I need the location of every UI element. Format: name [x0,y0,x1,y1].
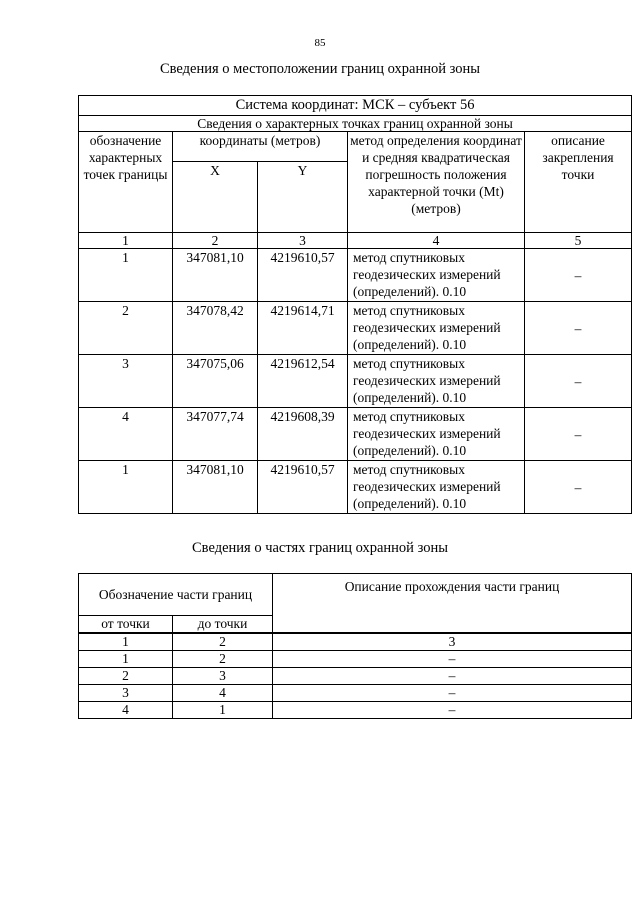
col-number: 3 [258,233,348,249]
desc-cell: – [525,355,632,408]
to-cell: 4 [173,685,273,702]
to-cell: 1 [173,702,273,719]
col-header-x: X [173,162,258,233]
col-header-point: обозначение характерных точек границы [79,132,173,233]
col-header-method: метод определения координат и средняя квадратическая погрешность положения характерной точки (Mt) (метров) [348,132,525,233]
desc-cell: – [525,302,632,355]
table-row [79,408,632,461]
col-number: 1 [79,233,173,249]
method-cell: метод спутниковых геодезических измерений (определений). 0.10 [348,249,525,302]
table-row [79,302,632,355]
desc-cell: – [525,249,632,302]
col-header-coords: координаты (метров) [173,132,348,162]
y-cell: 4219608,39 [258,408,348,461]
col-number: 1 [79,633,173,651]
x-cell: 347081,10 [173,249,258,302]
x-cell: 347075,06 [173,355,258,408]
col-header-from: от точки [79,616,173,634]
col-number: 5 [525,233,632,249]
to-cell: 3 [173,668,273,685]
point-cell: 2 [79,302,173,355]
y-cell: 4219612,54 [258,355,348,408]
desc-cell: – [273,651,632,668]
table-row [79,702,632,719]
col-header-desc: описание закрепления точки [525,132,632,233]
boundary-parts-table [78,573,632,719]
table-row [79,461,632,514]
method-cell: метод спутниковых геодезических измерений (определений). 0.10 [348,461,525,514]
from-cell: 4 [79,702,173,719]
point-cell: 1 [79,461,173,514]
col-header-y: Y [258,162,348,233]
col-header-to: до точки [173,616,273,634]
table-row [79,685,632,702]
desc-cell: – [273,685,632,702]
y-cell: 4219610,57 [258,249,348,302]
method-cell: метод спутниковых геодезических измерений (определений). 0.10 [348,408,525,461]
desc-cell: – [273,702,632,719]
from-cell: 3 [79,685,173,702]
col-number: 2 [173,233,258,249]
col-header-part: Обозначение части границ [79,574,273,616]
col-header-desc: Описание прохождения части границ [273,574,632,634]
boundary-points-subheader: Сведения о характерных точках границ охранной зоны [79,116,632,132]
from-cell: 2 [79,668,173,685]
point-cell: 4 [79,408,173,461]
method-cell: метод спутниковых геодезических измерений (определений). 0.10 [348,355,525,408]
coord-system-header: Система координат: МСК – субъект 56 [79,96,632,116]
col-number: 2 [173,633,273,651]
y-cell: 4219610,57 [258,461,348,514]
method-cell: метод спутниковых геодезических измерений (определений). 0.10 [348,302,525,355]
col-number: 4 [348,233,525,249]
page-number: 85 [314,37,326,49]
x-cell: 347078,42 [173,302,258,355]
table-row [79,355,632,408]
section-title-location: Сведения о местоположении границ охранной зоны [159,61,480,77]
point-cell: 1 [79,249,173,302]
from-cell: 1 [79,651,173,668]
x-cell: 347081,10 [173,461,258,514]
y-cell: 4219614,71 [258,302,348,355]
x-cell: 347077,74 [173,408,258,461]
boundary-points-table [78,95,632,514]
section-title-parts: Сведения о частях границ охранной зоны [192,540,448,556]
desc-cell: – [525,461,632,514]
table-row [79,668,632,685]
desc-cell: – [525,408,632,461]
desc-cell: – [273,668,632,685]
table-row [79,651,632,668]
point-cell: 3 [79,355,173,408]
to-cell: 2 [173,651,273,668]
col-number: 3 [273,633,632,651]
table-row [79,249,632,302]
